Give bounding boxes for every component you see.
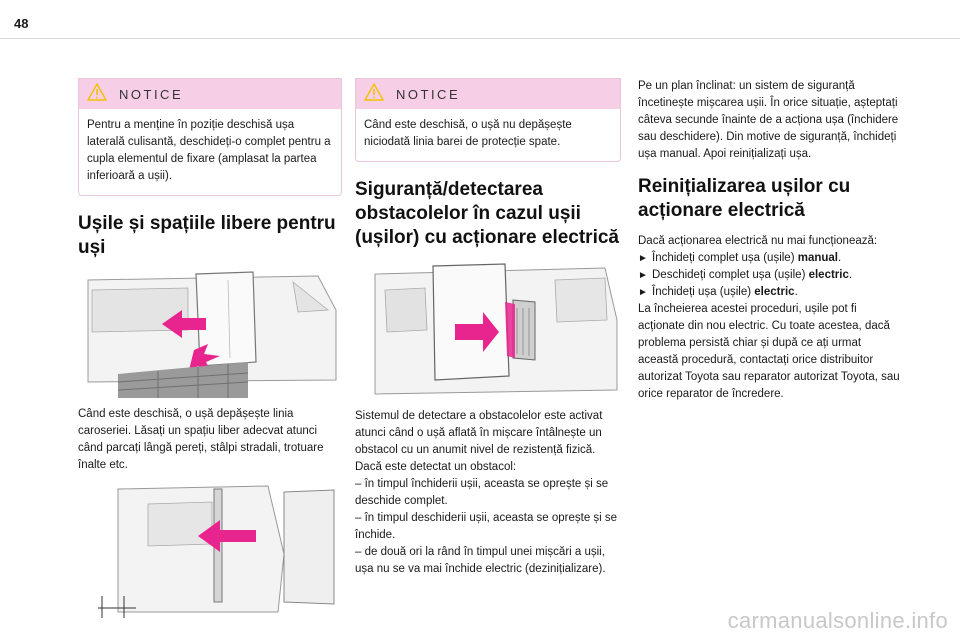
step-arrow-icon: ► <box>638 270 648 281</box>
door-clearance-paragraph: Când este deschisă, o ușă depășește linia caroseriei. Lăsați un spațiu liber adecvat atunci când parcați lângă pereți, stâlpi stradali, trotuare înalte etc. <box>78 408 324 471</box>
dash-item-deinitialisation: – de două ori la rând în timpul unei mișcări a ușii, ușa nu se va mai închide electric (dezinițializare). <box>355 546 606 575</box>
notice-box <box>355 78 621 162</box>
obstacle-detection-paragraph: Sistemul de detectare a obstacolelor este activat atunci când o ușă aflată în mișcare întâlnește un obstacol cu un anumit nivel de rezistență fizică. Dacă este detectat un obstacol: <box>355 410 603 473</box>
notice-text: Când este deschisă, o ușă nu depășește niciodată linia barei de protecție spate. <box>364 119 572 148</box>
notice-title: NOTICE <box>119 86 184 102</box>
notice-text: Pentru a menține în poziție deschisă ușa laterală culisantă, deschideți-o complet pentru a cupla elementul de fixare (amplasat la partea inferioară a ușii). <box>87 119 331 182</box>
dash-item-opening: – în timpul deschiderii ușii, aceasta se oprește și se închide. <box>355 512 618 541</box>
step-end: . <box>794 286 798 298</box>
notice-title: NOTICE <box>396 86 461 102</box>
column-right <box>638 78 904 403</box>
van-door-wall-illustration <box>78 270 342 398</box>
reinit-outro-paragraph: La încheierea acestei proceduri, ușile pot fi acționate din nou electric. Cu toate acestea, dacă problema persistă chiar și după ce ați urmat această procedură, contactați orice distribuitor autorizat Toyota sau reparator autorizat Toyota, sau orice reparator de încredere. <box>638 303 900 400</box>
step-text: Închideți ușa (ușile) <box>652 286 755 298</box>
dash-item-closing: – în timpul închiderii ușii, aceasta se oprește și se deschide complet. <box>355 478 609 507</box>
section-heading-reinitialisation: Reinițializarea ușilor cu acționare electrică <box>638 176 851 221</box>
step-emphasis: manual <box>797 252 838 264</box>
section-heading-obstacle-detection: Siguranță/detectarea obstacolelor în cazul ușii (ușilor) cu acționare electrică <box>355 179 619 248</box>
notice-header <box>79 79 341 109</box>
powered-door-obstacle-illustration <box>355 260 621 400</box>
section-heading-door-clearance: Ușile și spațiile libere pentru uși <box>78 213 336 258</box>
notice-header <box>356 79 620 109</box>
step-arrow-icon: ► <box>638 253 648 264</box>
slope-safety-paragraph: Pe un plan înclinat: un sistem de siguranță încetinește mișcarea ușii. În orice situație, așteptați câteva secunde înainte de a acționa ușa (închidere sau deschidere). Din motive de siguranță, închideți ușa manual. Apoi reinițializați ușa. <box>638 80 899 160</box>
reinit-step-3 <box>638 284 904 301</box>
column-left <box>78 78 342 619</box>
top-divider <box>0 38 960 39</box>
page-number: 48 <box>14 16 29 31</box>
reinit-step-2 <box>638 267 904 284</box>
notice-box <box>78 78 342 196</box>
site-watermark: carmanualsonline.info <box>727 608 948 633</box>
warning-triangle-icon <box>87 83 107 106</box>
reinit-lead: Dacă acționarea electrică nu mai funcționează: <box>638 235 878 247</box>
step-text: Închideți complet ușa (ușile) <box>652 252 798 264</box>
step-text: Deschideți complet ușa (ușile) <box>652 269 809 281</box>
reinit-step-1 <box>638 250 904 267</box>
van-side-door-clearance-illustration <box>88 484 338 619</box>
step-emphasis: electric <box>754 286 795 298</box>
step-emphasis: electric <box>808 269 849 281</box>
step-end: . <box>838 252 842 264</box>
step-end: . <box>848 269 853 281</box>
column-middle <box>355 78 621 578</box>
step-arrow-icon: ► <box>638 287 648 298</box>
warning-triangle-icon <box>364 83 384 106</box>
